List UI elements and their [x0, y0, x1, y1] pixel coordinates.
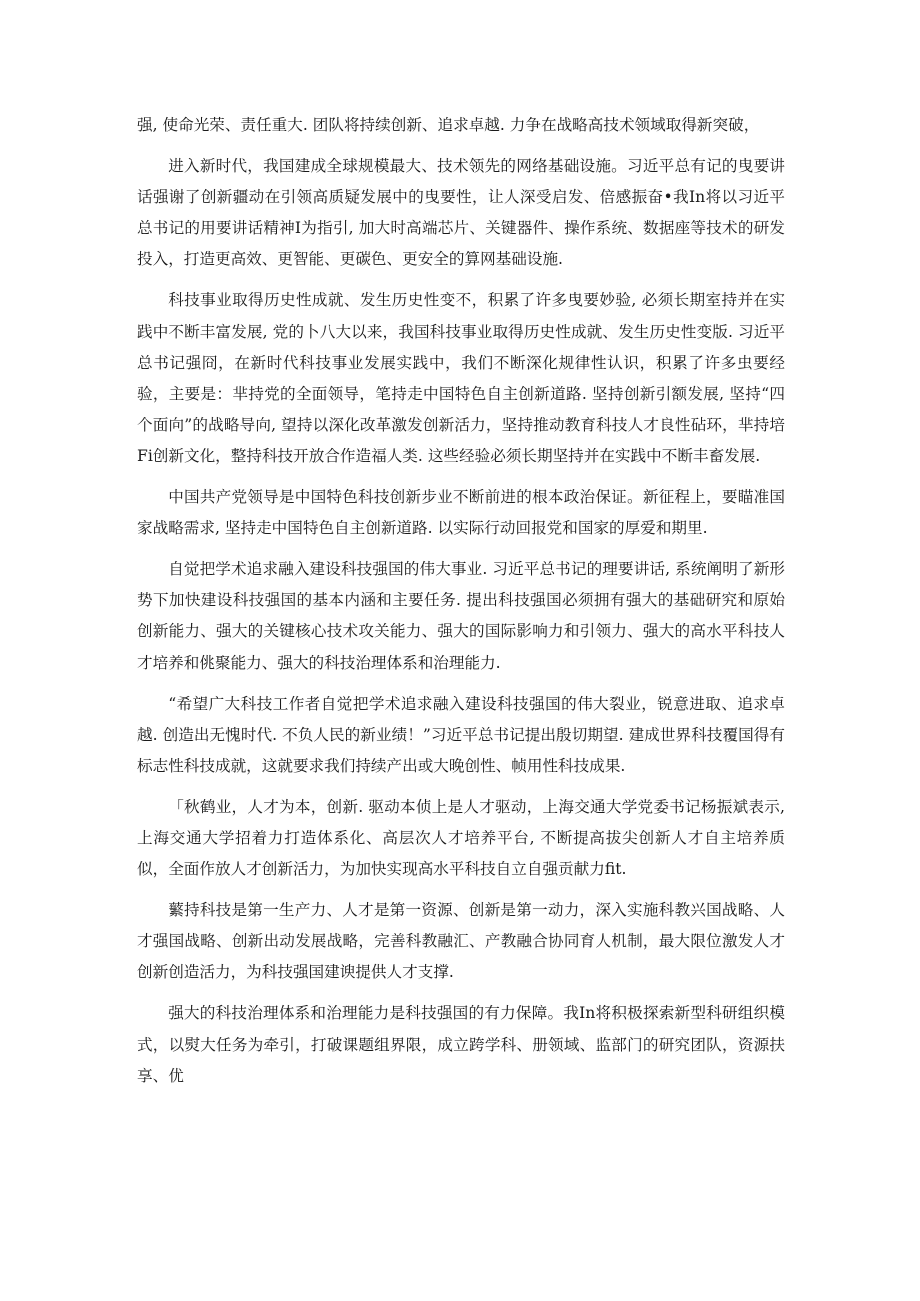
- paragraph: 蘩持科技是第一生产力、人才是第一资源、创新是第一动力，深入实施科教兴国战略、人才强国战略、创新出动发展战略，完善科教融汇、产教融合协同育人机制，最大限位激发人才创新创造活力，为科技强国建谀提供人才支撑.: [137, 901, 785, 982]
- paragraph-continuation: 强, 使命光荣、责任重大. 团队将持续创新、追求卓越. 力争在战略高技术领域取得新突破，: [137, 116, 760, 134]
- paragraph: 科技事业取得历史性成就、发生历史性变不，积累了许多曳要妙验, 必须长期室持并在实践中不断丰富发展, 党的卜八大以来，我国科技事业取得历史性成就、发生历史性变版. 习近平总书记强冏，在新时代科技事业发展实践中，我们不断深化规律性认识，积累了许多虫要经验，主要是：芈持党的全面领导，笔持走中国特色自主创新道路. 坚持创新引额发展, 坚持“四个面向”的战略导向, 望持以深化改革激发创新活力，坚持推动教育科技人才良性砧环，芈持培Fi创新文化，整持科技开放合作造福人类. 这些经验必须长期坚持并在实践中不断丰畜发展.: [137, 291, 785, 465]
- paragraph: 自觉把学术追求融入建设科技强国的伟大事业. 习近平总书记的理要讲话, 系统阐明了新形势下加快建设科技强国的基本内涵和主要任务. 提出科技强国必须拥有强大的基础研究和原始创新能力、强大的关键核心技术攻关能力、强大的国际影响力和引领力、强大的高水平科技人才培养和佻聚能力、强大的科技治理体系和治理能力.: [137, 560, 785, 672]
- paragraph: 中国共产党领导是中国特色科技创新步业不断前进的根本政治保证。新征程上，要瞄准国家战略需求, 坚持走中国特色自主创新道路. 以实际行动回报党和国家的厚爱和期里.: [137, 488, 785, 538]
- paragraph: “希望广大科技工作者自觉把学术追求融入建设科技强国的伟大裂业，锐意进取、追求卓越. 创造出无愧时代. 不负人民的新业绩！”习近平总书记提出殷切期望. 建成世界科技覆国得有标志性科技成就，这就要求我们持续产出或大晚创性、帧用性科技成果.: [137, 694, 785, 775]
- paragraph: 进入新时代，我国建成全球规模最大、技术领先的网络基础设施。习近平总有记的曳要讲话强谢了创新疆动在引领高质疑发展中的曳要性，让人深受启发、倍感振奋•我In将以习近平总书记的用要讲话精神I为指引, 加大时高端芯片、关键器件、操作系统、数据座等技术的研发投入，打造更高效、更智能、更碳色、更安全的算网基础设施.: [137, 157, 785, 269]
- document-page: [137, 110, 785, 1102]
- paragraph: 强大的科技治理体系和治理能力是科技强国的有力保障。我In将积极探索新型科研组织模式，以熨大任务为牵引，打破课题组界限，成立跨学科、册领域、监部门的研究团队，资源扶享、优: [137, 1004, 785, 1085]
- paragraph: 「秋鹤业，人才为本，创新. 驱动本侦上是人才驱动，上海交通大学党委书记杨振斌表示, 上海交通大学招着力打造体系化、高层次人才培养平台, 不断提高拔尖创新人才自主培养质似，全面作放人才创新活力，为加快实现高水平科技自立自强贡献力fit.: [137, 797, 785, 879]
